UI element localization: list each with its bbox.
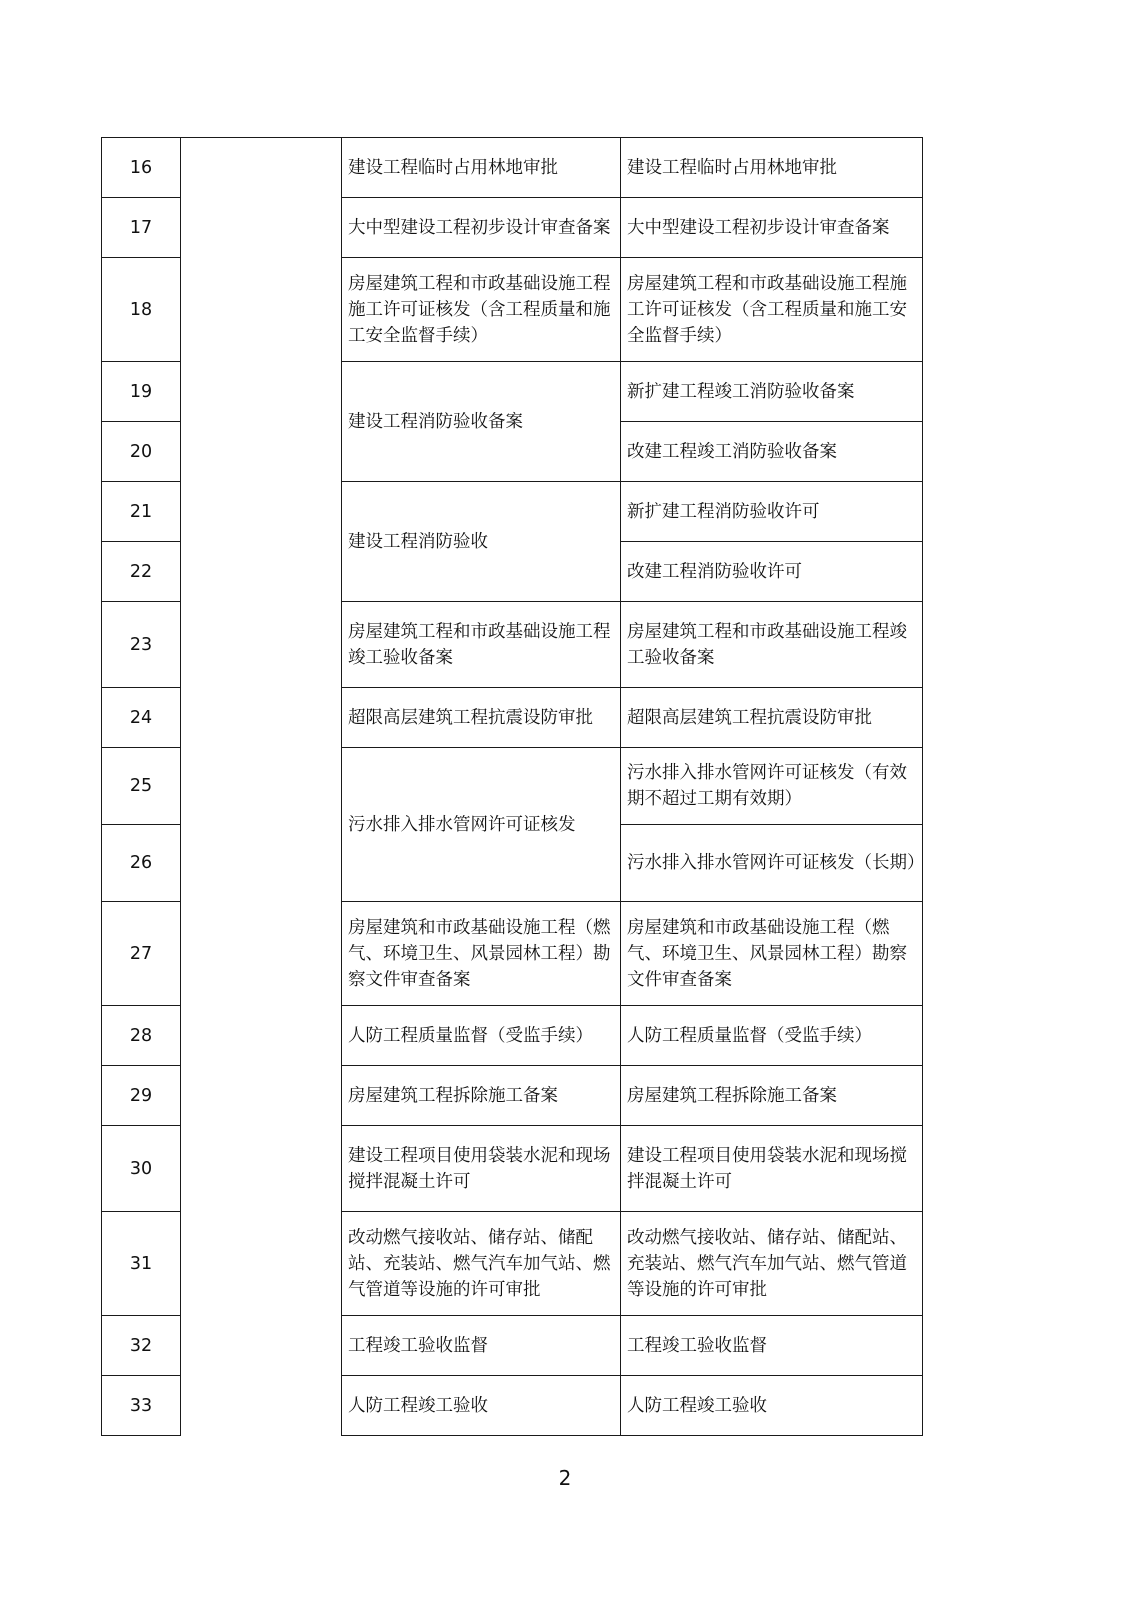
page-number: 2 bbox=[558, 1466, 572, 1490]
sub-item-name: 超限高层建筑工程抗震设防审批 bbox=[621, 688, 923, 748]
blank-column bbox=[181, 748, 342, 825]
table-row bbox=[102, 1126, 923, 1212]
item-name: 超限高层建筑工程抗震设防审批 bbox=[342, 688, 621, 748]
item-name: 工程竣工验收监督 bbox=[342, 1316, 621, 1376]
item-name: 建设工程项目使用袋装水泥和现场搅拌混凝土许可 bbox=[342, 1126, 621, 1212]
row-number: 31 bbox=[102, 1212, 181, 1316]
sub-item-name: 人防工程质量监督（受监手续） bbox=[621, 1006, 923, 1066]
row-number: 27 bbox=[102, 902, 181, 1006]
row-number: 22 bbox=[102, 542, 181, 602]
sub-item-name: 新扩建工程竣工消防验收备案 bbox=[621, 362, 923, 422]
sub-item-name: 新扩建工程消防验收许可 bbox=[621, 482, 923, 542]
row-number: 28 bbox=[102, 1006, 181, 1066]
table-row bbox=[102, 1066, 923, 1126]
row-number: 24 bbox=[102, 688, 181, 748]
sub-item-name: 房屋建筑和市政基础设施工程（燃气、环境卫生、风景园林工程）勘察文件审查备案 bbox=[621, 902, 923, 1006]
blank-column bbox=[181, 1212, 342, 1316]
table-row bbox=[102, 138, 923, 198]
sub-item-name: 改建工程消防验收许可 bbox=[621, 542, 923, 602]
item-name: 房屋建筑工程拆除施工备案 bbox=[342, 1066, 621, 1126]
blank-column bbox=[181, 198, 342, 258]
row-number: 26 bbox=[102, 825, 181, 902]
sub-item-name: 改建工程竣工消防验收备案 bbox=[621, 422, 923, 482]
table-row bbox=[102, 362, 923, 422]
row-number: 20 bbox=[102, 422, 181, 482]
item-name: 人防工程竣工验收 bbox=[342, 1376, 621, 1436]
table-row bbox=[102, 748, 923, 825]
row-number: 29 bbox=[102, 1066, 181, 1126]
row-number: 18 bbox=[102, 258, 181, 362]
row-number: 33 bbox=[102, 1376, 181, 1436]
table-row bbox=[102, 1212, 923, 1316]
item-name: 建设工程消防验收备案 bbox=[342, 362, 621, 482]
item-name: 建设工程临时占用林地审批 bbox=[342, 138, 621, 198]
blank-column bbox=[181, 1006, 342, 1066]
table-row bbox=[102, 482, 923, 542]
item-name: 污水排入排水管网许可证核发 bbox=[342, 748, 621, 902]
row-number: 21 bbox=[102, 482, 181, 542]
blank-column bbox=[181, 902, 342, 1006]
blank-column bbox=[181, 542, 342, 602]
sub-item-name: 污水排入排水管网许可证核发（有效期不超过工期有效期） bbox=[621, 748, 923, 825]
item-name: 改动燃气接收站、储存站、储配站、充装站、燃气汽车加气站、燃气管道等设施的许可审批 bbox=[342, 1212, 621, 1316]
row-number: 30 bbox=[102, 1126, 181, 1212]
table-row bbox=[102, 602, 923, 688]
blank-column bbox=[181, 482, 342, 542]
table-row bbox=[102, 1376, 923, 1436]
sub-item-name: 建设工程临时占用林地审批 bbox=[621, 138, 923, 198]
row-number: 19 bbox=[102, 362, 181, 422]
blank-column bbox=[181, 1126, 342, 1212]
item-name: 房屋建筑工程和市政基础设施工程施工许可证核发（含工程质量和施工安全监督手续） bbox=[342, 258, 621, 362]
blank-column bbox=[181, 602, 342, 688]
item-name: 建设工程消防验收 bbox=[342, 482, 621, 602]
blank-column bbox=[181, 825, 342, 902]
table-row bbox=[102, 198, 923, 258]
sub-item-name: 人防工程竣工验收 bbox=[621, 1376, 923, 1436]
blank-column bbox=[181, 1066, 342, 1126]
sub-item-name: 房屋建筑工程拆除施工备案 bbox=[621, 1066, 923, 1126]
sub-item-name: 工程竣工验收监督 bbox=[621, 1316, 923, 1376]
sub-item-name: 改动燃气接收站、储存站、储配站、充装站、燃气汽车加气站、燃气管道等设施的许可审批 bbox=[621, 1212, 923, 1316]
row-number: 32 bbox=[102, 1316, 181, 1376]
sub-item-name: 房屋建筑工程和市政基础设施工程施工许可证核发（含工程质量和施工安全监督手续） bbox=[621, 258, 923, 362]
row-number: 17 bbox=[102, 198, 181, 258]
approval-items-table bbox=[101, 137, 923, 1436]
sub-item-name: 建设工程项目使用袋装水泥和现场搅拌混凝土许可 bbox=[621, 1126, 923, 1212]
row-number: 16 bbox=[102, 138, 181, 198]
blank-column bbox=[181, 1316, 342, 1376]
item-name: 房屋建筑工程和市政基础设施工程竣工验收备案 bbox=[342, 602, 621, 688]
sub-item-name: 房屋建筑工程和市政基础设施工程竣工验收备案 bbox=[621, 602, 923, 688]
sub-item-name: 大中型建设工程初步设计审查备案 bbox=[621, 198, 923, 258]
item-name: 人防工程质量监督（受监手续） bbox=[342, 1006, 621, 1066]
table-row bbox=[102, 1006, 923, 1066]
blank-column bbox=[181, 138, 342, 198]
blank-column bbox=[181, 258, 342, 362]
table-row bbox=[102, 902, 923, 1006]
blank-column bbox=[181, 1376, 342, 1436]
sub-item-name: 污水排入排水管网许可证核发（长期） bbox=[621, 825, 923, 902]
table-row bbox=[102, 688, 923, 748]
table-row bbox=[102, 1316, 923, 1376]
item-name: 大中型建设工程初步设计审查备案 bbox=[342, 198, 621, 258]
blank-column bbox=[181, 422, 342, 482]
blank-column bbox=[181, 688, 342, 748]
row-number: 23 bbox=[102, 602, 181, 688]
row-number: 25 bbox=[102, 748, 181, 825]
item-name: 房屋建筑和市政基础设施工程（燃气、环境卫生、风景园林工程）勘察文件审查备案 bbox=[342, 902, 621, 1006]
blank-column bbox=[181, 362, 342, 422]
table-row bbox=[102, 258, 923, 362]
